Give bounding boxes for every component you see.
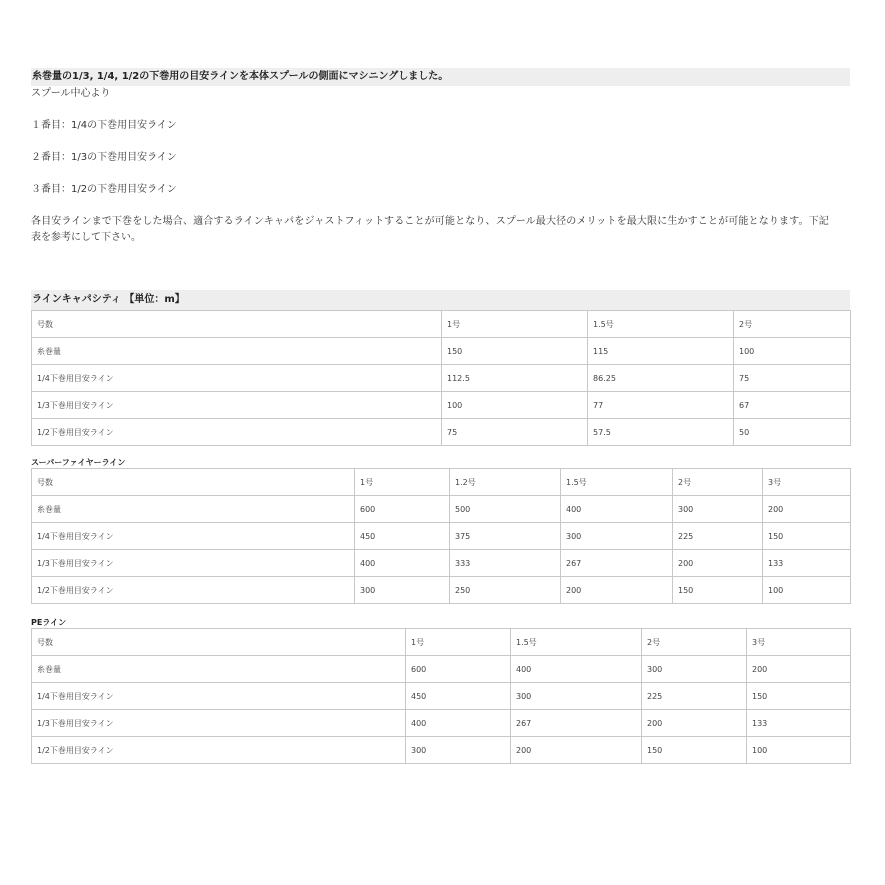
- table-row: [32, 338, 851, 365]
- intro-line-second-mark: ２番目：1/3の下巻用目安ライン: [31, 152, 177, 163]
- table-cell: 133: [747, 710, 851, 737]
- table-cell: 400: [561, 496, 673, 523]
- table-cell: 225: [642, 683, 747, 710]
- intro-line-third-mark: ３番目：1/2の下巻用目安ライン: [31, 184, 177, 195]
- table-row: [32, 577, 851, 604]
- table-cell: 300: [642, 656, 747, 683]
- line-capacity-table: [31, 310, 851, 446]
- table-cell: 号数: [32, 629, 406, 656]
- table-cell: 300: [355, 577, 450, 604]
- table-cell: 糸巻量: [32, 496, 355, 523]
- table-cell: 200: [561, 577, 673, 604]
- table-cell: 75: [442, 419, 588, 446]
- table-cell: 1/2下巻用目安ライン: [32, 577, 355, 604]
- table-cell: 67: [734, 392, 851, 419]
- table-cell: 500: [450, 496, 561, 523]
- table-cell: 号数: [32, 469, 355, 496]
- pe-line-section: [31, 618, 850, 764]
- table-cell: 77: [588, 392, 734, 419]
- table-cell: 1.2号: [450, 469, 561, 496]
- table-row: [32, 496, 851, 523]
- intro-paragraph-line-1: 各目安ラインまで下巻をした場合、適合するラインキャパをジャストフィットすることが可能となり、スプール最大径のメリットを最大限に生かすことが可能となります。下記: [31, 216, 829, 227]
- table-cell: 1.5号: [588, 311, 734, 338]
- table-cell: 200: [673, 550, 763, 577]
- table-cell: 150: [747, 683, 851, 710]
- pe-line-table: [31, 628, 851, 764]
- super-fire-line-title: スーパーファイヤーライン: [31, 458, 126, 467]
- table-cell: 1/3下巻用目安ライン: [32, 550, 355, 577]
- table-cell: 100: [763, 577, 851, 604]
- table-cell: 1号: [442, 311, 588, 338]
- table-row: [32, 710, 851, 737]
- table-cell: 200: [642, 710, 747, 737]
- table-row: [32, 523, 851, 550]
- table-cell: 375: [450, 523, 561, 550]
- table-cell: 267: [561, 550, 673, 577]
- table-row: [32, 365, 851, 392]
- table-cell: 1号: [406, 629, 511, 656]
- intro-heading: 糸巻量の1/3, 1/4, 1/2の下巻用の目安ラインを本体スプールの側面にマシニングしました。: [31, 68, 850, 86]
- table-cell: 57.5: [588, 419, 734, 446]
- super-fire-line-section: [31, 458, 850, 604]
- intro-line-first-mark: １番目：1/4の下巻用目安ライン: [31, 120, 177, 131]
- table-cell: 300: [511, 683, 642, 710]
- table-cell: 1/4下巻用目安ライン: [32, 523, 355, 550]
- table-cell: 3号: [763, 469, 851, 496]
- table-cell: 450: [406, 683, 511, 710]
- table-cell: 75: [734, 365, 851, 392]
- table-cell: 300: [561, 523, 673, 550]
- table-cell: 150: [673, 577, 763, 604]
- table-row: [32, 311, 851, 338]
- table-cell: 1号: [355, 469, 450, 496]
- table-cell: 400: [406, 710, 511, 737]
- table-cell: 2号: [673, 469, 763, 496]
- table-cell: 150: [763, 523, 851, 550]
- table-cell: 100: [734, 338, 851, 365]
- table-row: [32, 683, 851, 710]
- table-cell: 糸巻量: [32, 656, 406, 683]
- table-row: [32, 629, 851, 656]
- table-row: [32, 419, 851, 446]
- table-cell: 450: [355, 523, 450, 550]
- table-row: [32, 550, 851, 577]
- table-cell: 号数: [32, 311, 442, 338]
- table-cell: 200: [747, 656, 851, 683]
- table-cell: 400: [511, 656, 642, 683]
- table-cell: 300: [673, 496, 763, 523]
- line-capacity-title: ラインキャパシティ 【単位：m】: [31, 290, 850, 310]
- table-cell: 1/3下巻用目安ライン: [32, 392, 442, 419]
- table-cell: 1.5号: [561, 469, 673, 496]
- table-row: [32, 392, 851, 419]
- table-row: [32, 656, 851, 683]
- table-cell: 600: [406, 656, 511, 683]
- table-cell: 267: [511, 710, 642, 737]
- table-cell: 200: [511, 737, 642, 764]
- table-cell: 300: [406, 737, 511, 764]
- table-cell: 100: [442, 392, 588, 419]
- table-cell: 2号: [642, 629, 747, 656]
- table-cell: 1.5号: [511, 629, 642, 656]
- table-cell: 50: [734, 419, 851, 446]
- pe-line-title: PEライン: [31, 618, 67, 627]
- table-cell: 112.5: [442, 365, 588, 392]
- table-cell: 400: [355, 550, 450, 577]
- table-cell: 糸巻量: [32, 338, 442, 365]
- table-cell: 600: [355, 496, 450, 523]
- table-cell: 1/4下巻用目安ライン: [32, 365, 442, 392]
- table-row: [32, 469, 851, 496]
- intro-paragraph-line-2: 表を参考にして下さい。: [31, 232, 141, 243]
- table-cell: 250: [450, 577, 561, 604]
- table-cell: 1/2下巻用目安ライン: [32, 737, 406, 764]
- table-cell: 200: [763, 496, 851, 523]
- line-capacity-section: [31, 290, 850, 446]
- table-row: [32, 737, 851, 764]
- product-description: [31, 68, 850, 764]
- table-cell: 1/3下巻用目安ライン: [32, 710, 406, 737]
- table-cell: 333: [450, 550, 561, 577]
- table-cell: 86.25: [588, 365, 734, 392]
- super-fire-line-table: [31, 468, 851, 604]
- table-cell: 100: [747, 737, 851, 764]
- table-cell: 150: [442, 338, 588, 365]
- table-cell: 133: [763, 550, 851, 577]
- table-cell: 225: [673, 523, 763, 550]
- table-cell: 115: [588, 338, 734, 365]
- table-cell: 3号: [747, 629, 851, 656]
- table-cell: 2号: [734, 311, 851, 338]
- table-cell: 150: [642, 737, 747, 764]
- table-cell: 1/2下巻用目安ライン: [32, 419, 442, 446]
- table-cell: 1/4下巻用目安ライン: [32, 683, 406, 710]
- intro-line-spool-center: スプール中心より: [31, 88, 111, 99]
